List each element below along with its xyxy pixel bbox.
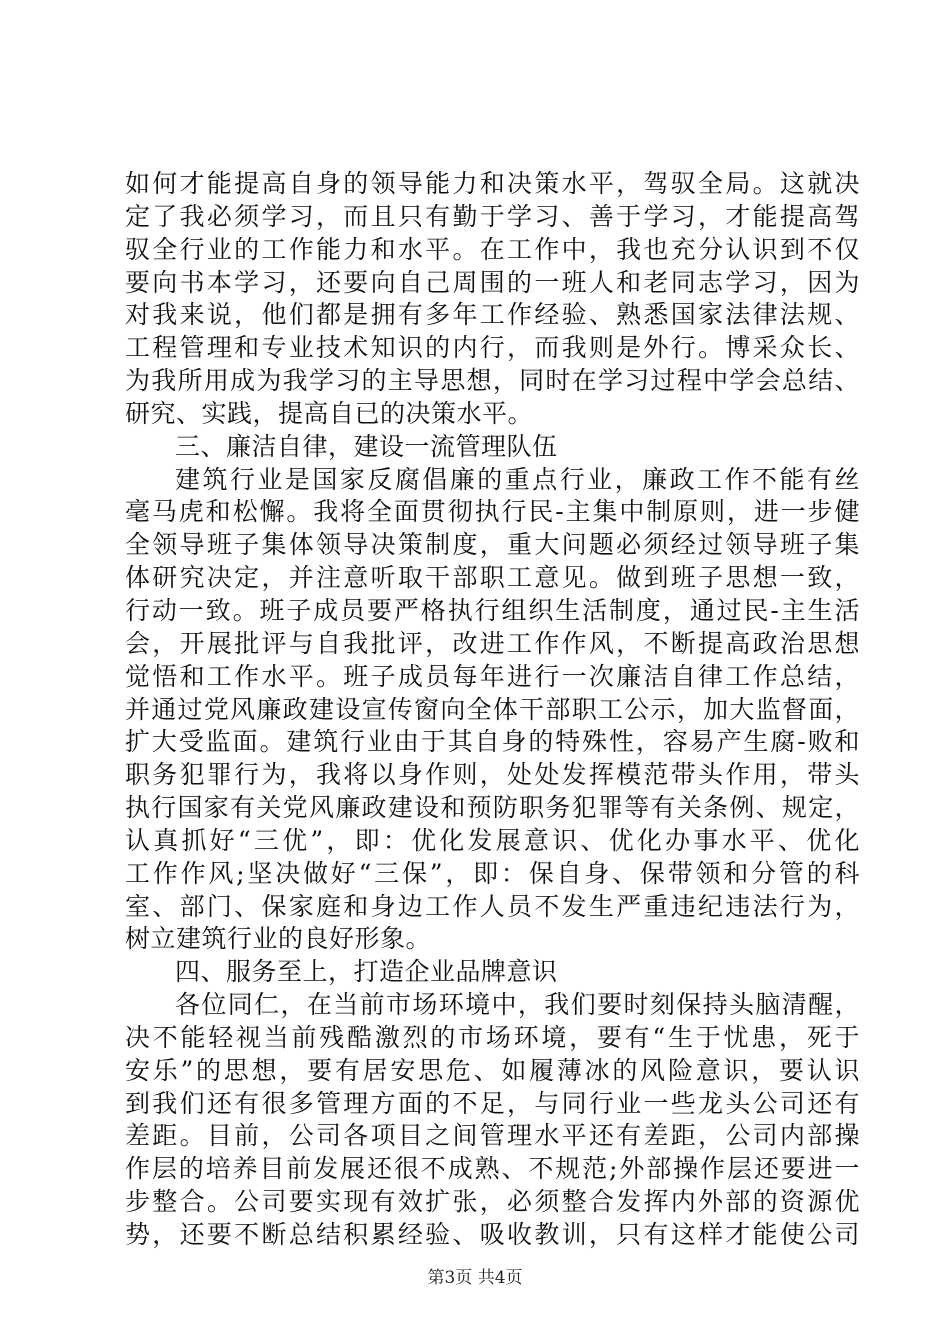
text-line: 差距。目前，公司各项目之间管理水平还有差距，公司内部操 (125, 1121, 860, 1151)
text-line: 安乐”的思想，要有居安思危、如履薄冰的风险意识，要认识 (125, 1055, 860, 1085)
text-line: 全领导班子集体领导决策制度，重大问题必须经过领导班子集 (125, 530, 860, 560)
text-line: 对我来说，他们都是拥有多年工作经验、熟悉国家法律法规、 (125, 300, 860, 330)
text-line: 作层的培养目前发展还很不成熟、不规范;外部操作层还要进一 (125, 1154, 860, 1184)
text-line: 室、部门、保家庭和身边工作人员不发生严重违纪违法行为， (125, 891, 860, 921)
text-line: 行动一致。班子成员要严格执行组织生活制度，通过民-主生活 (125, 595, 860, 625)
text-line: 驭全行业的工作能力和水平。在工作中，我也充分认识到不仅 (125, 234, 860, 264)
text-line: 体研究决定，并注意听取干部职工意见。做到班子思想一致， (125, 563, 860, 593)
text-line: 觉悟和工作水平。班子成员每年进行一次廉洁自律工作总结， (125, 661, 860, 691)
text-line: 建筑行业是国家反腐倡廉的重点行业，廉政工作不能有丝 (175, 464, 860, 494)
text-line: 会，开展批评与自我批评，改进工作作风，不断提高政治思想 (125, 628, 860, 658)
text-line: 职务犯罪行为，我将以身作则，处处发挥模范带头作用，带头 (125, 760, 860, 790)
text-line: 研究、实践，提高自已的决策水平。 (125, 398, 534, 428)
section-heading: 四、服务至上，打造企业品牌意识 (175, 957, 558, 987)
text-line: 定了我必须学习，而且只有勤于学习、善于学习，才能提高驾 (125, 201, 860, 231)
text-line: 认真抓好“三优”，即：优化发展意识、优化办事水平、优化 (125, 825, 860, 855)
text-line: 工程管理和专业技术知识的内行，而我则是外行。博采众长、 (125, 333, 860, 363)
text-line: 势，还要不断总结积累经验、吸收教训，只有这样才能使公司 (125, 1220, 860, 1249)
body-text (125, 168, 860, 1252)
text-line: 要向书本学习，还要向自己周围的一班人和老同志学习，因为 (125, 267, 860, 297)
text-line: 到我们还有很多管理方面的不足，与同行业一些龙头公司还有 (125, 1088, 860, 1118)
text-line: 树立建筑行业的良好形象。 (125, 924, 432, 954)
text-line: 毫马虎和松懈。我将全面贯彻执行民-主集中制原则，进一步健 (125, 497, 860, 527)
text-line: 并通过党风廉政建设宣传窗向全体干部职工公示，加大监督面， (125, 694, 860, 724)
section-heading: 三、廉洁自律，建设一流管理队伍 (175, 431, 558, 461)
text-line: 各位同仁，在当前市场环境中，我们要时刻保持头脑清醒， (175, 990, 860, 1020)
text-line: 执行国家有关党风廉政建设和预防职务犯罪等有关条例、规定， (125, 793, 860, 823)
text-line: 工作作风;坚决做好“三保”，即：保自身、保带领和分管的科 (125, 858, 860, 888)
page-footer: 第3页 共4页 (427, 1268, 523, 1288)
text-line: 如何才能提高自身的领导能力和决策水平，驾驭全局。这就决 (125, 169, 860, 198)
text-line: 决不能轻视当前残酷激烈的市场环境，要有“生于忧患，死于 (125, 1022, 860, 1052)
text-line: 步整合。公司要实现有效扩张，必须整合发挥内外部的资源优 (125, 1187, 860, 1217)
text-line: 为我所用成为我学习的主导思想，同时在学习过程中学会总结、 (125, 366, 860, 396)
text-line: 扩大受监面。建筑行业由于其自身的特殊性，容易产生腐-败和 (125, 727, 860, 757)
